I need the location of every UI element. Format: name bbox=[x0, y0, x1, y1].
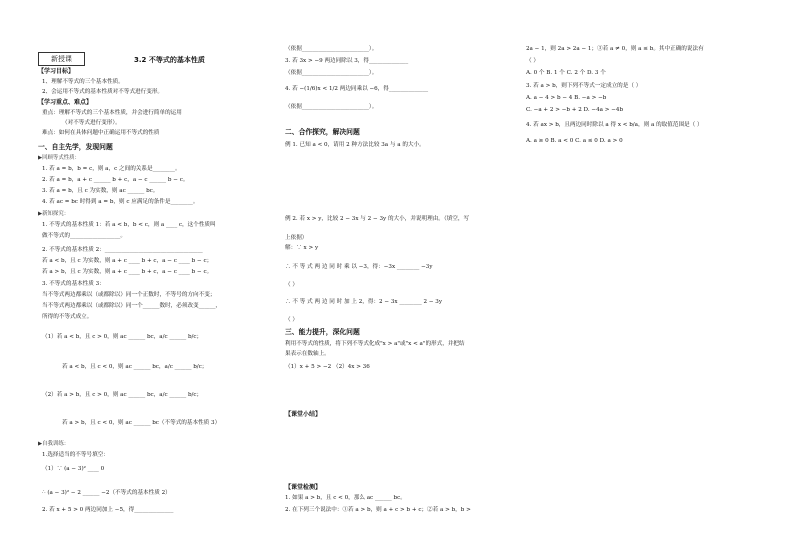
key-line: 重点：理解不等式的三个基本性质，并会进行简单的运用 bbox=[42, 110, 182, 116]
practice-line: （1）∵ (a − 3)² ____ 0 bbox=[42, 466, 105, 472]
property-2-line: 若 a > b，且 c 为实数，则 a + c ____ b + c，a − c ____ b − c。 bbox=[42, 269, 213, 275]
review-line: 1. 若 a = b，b = c，则 a，c 之间的关系是________。 bbox=[42, 166, 181, 172]
example-2-line: （ ） bbox=[285, 282, 298, 288]
property-1-line: 做不等式的__________________。 bbox=[42, 233, 126, 239]
property-2-line: 若 a < b，且 c 为实数，则 a + c ____ b + c，a − c ____ b − c； bbox=[42, 258, 213, 264]
property-3-line: 当不等式两边都乘以（或都除以）同一个______数时，必须改变______， bbox=[42, 303, 222, 309]
example-2-line: ∴ 不 等 式 两 边 同 时 乘 以 −3，得：−3x ________ −3y bbox=[285, 264, 433, 270]
question-line: 3. 若 a > b，则下列不等式一定成立的是（ ） bbox=[526, 83, 642, 89]
lesson-type-tag: 新授课 bbox=[38, 52, 85, 66]
key-heading: 【学习重点、难点】 bbox=[38, 99, 93, 106]
example-line: （2）若 a > b，且 c > 0，则 ac ______ bc，a/c ______ b/c； bbox=[42, 392, 203, 398]
review-heading: ▶回顾等式性质： bbox=[38, 155, 80, 161]
fill-line: 4. 若 −(1/6)x < 1/2 两边同乘以 −6，得______________ bbox=[285, 86, 429, 92]
practice-line: ∴ (a − 3)² − 2 ______ −2（不等式的基本性质 2） bbox=[42, 490, 171, 496]
question-line: A. a − 4 > b − 4 B. −a > −b bbox=[526, 95, 607, 101]
property-3-line: 3. 不等式的基本性质 3： bbox=[42, 281, 105, 287]
fill-line: （依据________________________）。 bbox=[285, 70, 378, 76]
check-heading: 【课堂检测】 bbox=[285, 484, 322, 491]
section-3-line: （1）x + 5 > −2 （2）4x > 36 bbox=[285, 364, 370, 370]
review-line: 2. 若 a = b，a + c ______ b + c，a − c ______ b − c。 bbox=[42, 177, 189, 183]
question-line: （ ） bbox=[526, 58, 539, 64]
page-title: 3.2 不等式的基本性质 bbox=[134, 56, 205, 64]
property-1-line: 1. 不等式的基本性质 1：若 a < b，b < c，则 a ____ c，这个性质叫 bbox=[42, 222, 216, 228]
goal-line: 2、会运用不等式的基本性质对不等式进行变形。 bbox=[42, 89, 164, 95]
section-2-heading: 二、合作探究，解决问题 bbox=[285, 128, 360, 136]
goal-line: 1、理解不等式的三个基本性质。 bbox=[42, 79, 124, 85]
practice-line: 1.选择适当的不等号填空： bbox=[42, 452, 109, 458]
summary-heading: 【课堂小结】 bbox=[285, 411, 322, 418]
fill-line: （依据________________________）。 bbox=[285, 104, 378, 110]
example-2-line: 例 2. 若 x > y，比较 2 − 3x 与 2 − 3y 的大小，并说明理由。（填空，写 bbox=[285, 216, 470, 222]
column-left bbox=[38, 0, 270, 558]
property-3-line: 当不等式两边都乘以（或都除以）同一个正数时，不等号的方向不变； bbox=[42, 292, 216, 298]
check-line: 1. 如果 a > b，且 c < 0，那么 ac ______ bc。 bbox=[285, 495, 406, 501]
review-line: 3. 若 a = b，且 c 为实数，则 ac ______ bc。 bbox=[42, 188, 159, 194]
question-line: A. a ≥ 0 B. a < 0 C. a ≤ 0 D. a > 0 bbox=[526, 138, 623, 144]
example-2-line: （ ） bbox=[285, 317, 298, 323]
question-line: 4. 若 ax > b，且两边同时除以 a 得 x < b/a，则 a 的取值范围是（ ） bbox=[526, 122, 703, 128]
example-2-line: 上依据） bbox=[285, 235, 308, 241]
example-2-line: ∴ 不 等 式 两 边 同 时 加 上 2，得：2 − 3x ________ 2 − 3y bbox=[285, 299, 443, 305]
section-3-heading: 三、能力提升，深化问题 bbox=[285, 328, 360, 336]
section-1-heading: 一、自主先学，发现问题 bbox=[38, 143, 113, 151]
practice-heading: ▶自我训练： bbox=[38, 441, 70, 447]
example-line: 若 a < b，且 c < 0，则 ac ______ bc，a/c ______ b/c； bbox=[62, 364, 208, 370]
example-line: 若 a > b，且 c < 0，则 ac ______ bc（不等式的基本性质 3） bbox=[62, 420, 221, 426]
goals-heading: 【学习目标】 bbox=[38, 68, 75, 75]
fill-line: （依据________________________）。 bbox=[285, 46, 378, 52]
question-line: A. 0 个 B. 1 个 C. 2 个 D. 3 个 bbox=[526, 70, 606, 76]
fill-line: 3. 若 3x > −9 两边同除以 3，得______________ bbox=[285, 58, 409, 64]
key-line: （对不等式进行变形）。 bbox=[62, 120, 121, 126]
example-line: （1）若 a < b，且 c > 0，则 ac ______ bc，a/c ______ b/c； bbox=[42, 334, 203, 340]
section-3-line: 利用不等式的性质，将下列不等式化成"x > a"或"x < a"的形式，并把结 bbox=[285, 341, 465, 347]
property-3-line: 所得的不等式成立。 bbox=[42, 314, 93, 320]
column-middle bbox=[285, 0, 515, 558]
example-2-line: 解：∵ x > y bbox=[285, 245, 319, 251]
property-2-line: 2. 不等式的基本性质 2：___________________________________ bbox=[42, 247, 203, 253]
explore-heading: ▶新知探究： bbox=[38, 211, 70, 217]
practice-line: 2. 若 x + 5 > 0 两边同加上 −5，得______________ bbox=[42, 507, 174, 513]
key-line: 难点：如何在具体问题中正确运用不等式的性质 bbox=[42, 130, 160, 136]
question-line: 2a − 1，则 2a > 2a − 1；③若 a ≠ 0，则 a ≤ b。其中正确的说法有 bbox=[526, 46, 704, 52]
example-1: 例 1. 已知 a < 0，请用 2 种方法比较 3a 与 a 的大小。 bbox=[285, 142, 425, 148]
question-line: C. −a + 2 > −b + 2 D. −4a > −4b bbox=[526, 107, 624, 113]
review-line: 4. 若 ac = bc 时得到 a = b，则 c 应满足的条件是________。 bbox=[42, 199, 199, 205]
check-line: 2. 在下列三个说法中：①若 a > b，则 a + c > b + c；②若 a > b，b > bbox=[285, 507, 471, 513]
column-right bbox=[526, 0, 766, 558]
section-3-line: 果表示在数轴上。 bbox=[285, 351, 330, 357]
